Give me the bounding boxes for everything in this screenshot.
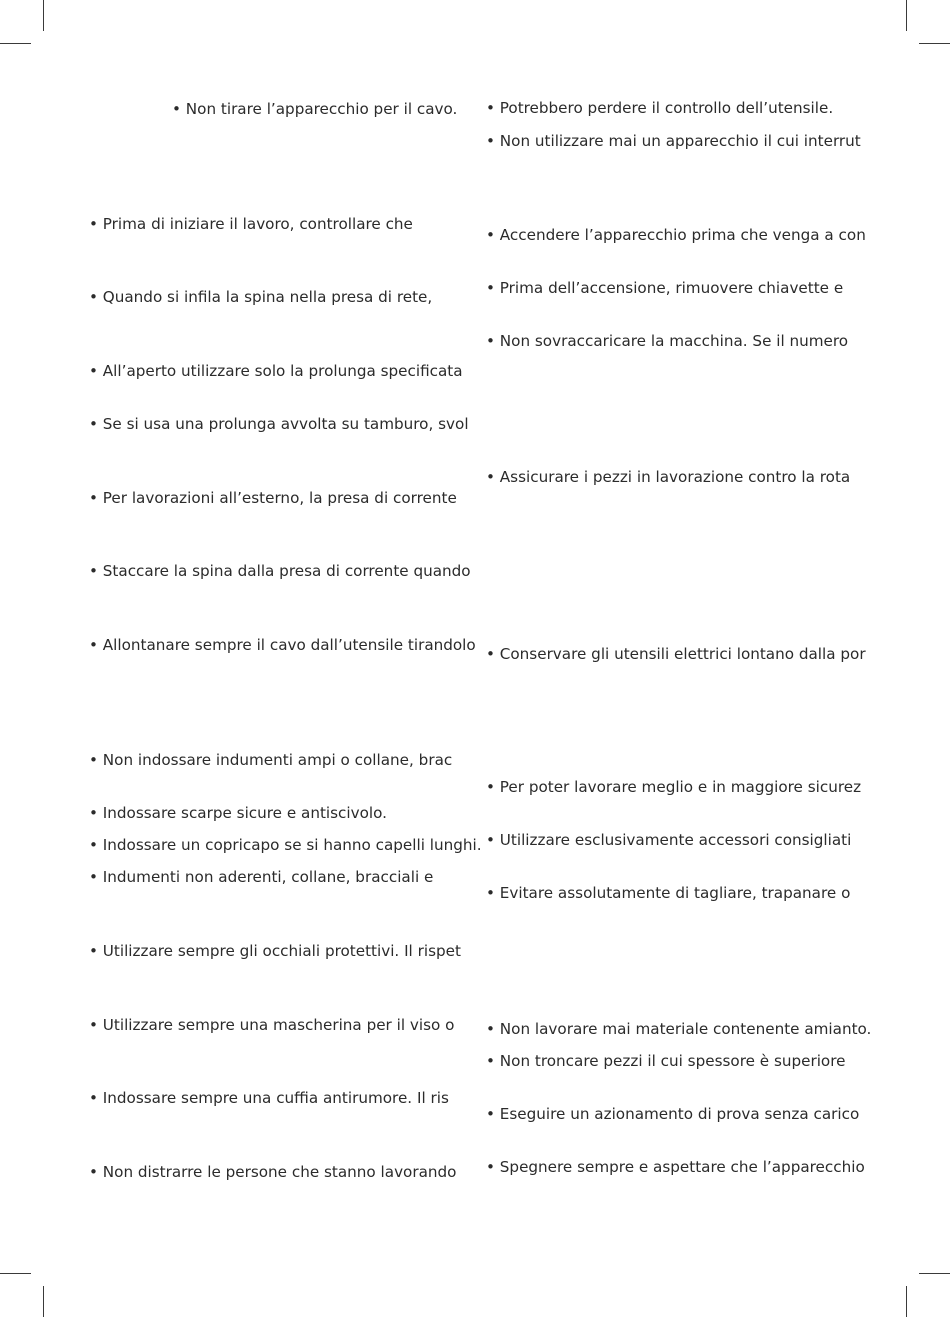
left-item-07: • Staccare la spina dalla presa di corrente quando: [89, 562, 471, 580]
left-item-04: • All’aperto utilizzare solo la prolunga specificata: [89, 362, 463, 380]
crop-mark-bottom-right-horizontal: [919, 1273, 950, 1274]
left-item-15: • Indossare sempre una cuffia antirumore. Il ris: [89, 1089, 449, 1107]
left-item-16: • Non distrarre le persone che stanno lavorando: [89, 1163, 457, 1181]
crop-mark-bottom-left-vertical: [43, 1286, 44, 1317]
right-item-01: • Potrebbero perdere il controllo dell’utensile.: [486, 99, 834, 117]
right-item-11: • Non lavorare mai materiale contenente amianto.: [486, 1020, 872, 1038]
crop-mark-top-left-vertical: [43, 0, 44, 31]
left-item-12: • Indumenti non aderenti, collane, bracciali e: [89, 868, 434, 886]
crop-mark-top-left-horizontal: [0, 43, 31, 44]
left-item-02: • Prima di iniziare il lavoro, controllare che: [89, 215, 413, 233]
right-item-07: • Conservare gli utensili elettrici lontano dalla por: [486, 645, 866, 663]
right-item-04: • Prima dell’accensione, rimuovere chiavette e: [486, 279, 844, 297]
left-item-06: • Per lavorazioni all’esterno, la presa di corrente: [89, 489, 457, 507]
left-item-10: • Indossare scarpe sicure e antiscivolo.: [89, 804, 387, 822]
left-item-14: • Utilizzare sempre una mascherina per il viso o: [89, 1016, 455, 1034]
crop-mark-bottom-right-vertical: [906, 1286, 907, 1317]
left-item-08: • Allontanare sempre il cavo dall’utensile tirandolo: [89, 636, 476, 654]
left-item-05: • Se si usa una prolunga avvolta su tamburo, svol: [89, 415, 469, 433]
right-item-06: • Assicurare i pezzi in lavorazione contro la rota: [486, 468, 851, 486]
right-item-03: • Accendere l’apparecchio prima che venga a con: [486, 226, 866, 244]
left-item-11: • Indossare un copricapo se si hanno capelli lunghi.: [89, 836, 482, 854]
left-item-01: • Non tirare l’apparecchio per il cavo.: [172, 100, 458, 118]
right-item-08: • Per poter lavorare meglio e in maggiore sicurez: [486, 778, 862, 796]
left-item-03: • Quando si infila la spina nella presa di rete,: [89, 288, 433, 306]
left-item-09: • Non indossare indumenti ampi o collane, brac: [89, 751, 453, 769]
right-item-02: • Non utilizzare mai un apparecchio il cui interrut: [486, 132, 861, 150]
crop-mark-top-right-vertical: [906, 0, 907, 31]
right-item-14: • Spegnere sempre e aspettare che l’apparecchio: [486, 1158, 865, 1176]
right-item-05: • Non sovraccaricare la macchina. Se il numero: [486, 332, 849, 350]
right-item-09: • Utilizzare esclusivamente accessori consigliati: [486, 831, 852, 849]
left-item-13: • Utilizzare sempre gli occhiali protettivi. Il rispet: [89, 942, 461, 960]
crop-mark-top-right-horizontal: [919, 43, 950, 44]
right-item-10: • Evitare assolutamente di tagliare, trapanare o: [486, 884, 851, 902]
right-item-13: • Eseguire un azionamento di prova senza carico: [486, 1105, 860, 1123]
crop-mark-bottom-left-horizontal: [0, 1273, 31, 1274]
right-item-12: • Non troncare pezzi il cui spessore è superiore: [486, 1052, 846, 1070]
